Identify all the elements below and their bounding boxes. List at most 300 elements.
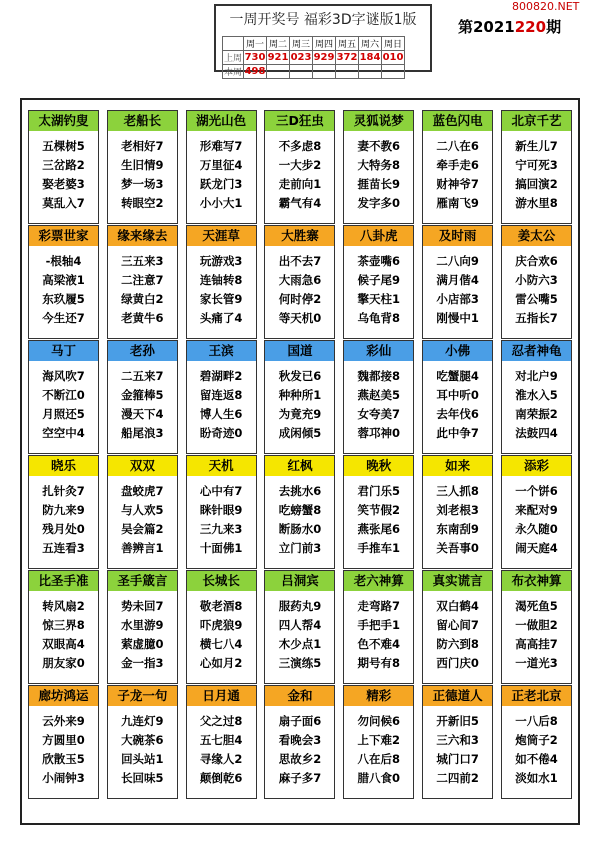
riddle-line: 空空中4 (42, 426, 85, 440)
card-lines (108, 476, 177, 558)
riddle-line: 淮水入5 (515, 388, 558, 402)
riddle-card (501, 570, 572, 684)
riddle-line: 二八向9 (436, 254, 479, 268)
riddle-line: 转眼空2 (121, 196, 164, 210)
riddle-line: 手把手1 (357, 618, 401, 632)
card-author: 老船长 (108, 111, 177, 131)
card-author: 比圣手准 (29, 571, 98, 591)
riddle-card (422, 685, 493, 799)
result-cell: 010 (382, 52, 404, 63)
card-author: 老六神算 (344, 571, 413, 591)
riddle-card (343, 455, 414, 569)
weekly-results-title: 一周开奖号 福彩3D字谜版1版 (229, 12, 417, 28)
corner-cell (223, 37, 244, 51)
riddle-card (28, 225, 99, 339)
riddle-line: 二八在6 (436, 139, 479, 153)
card-author: 正老北京 (502, 686, 571, 706)
riddle-line: 刘老根3 (436, 503, 479, 517)
riddle-line: 五指长7 (515, 311, 558, 325)
card-author: 精彩 (344, 686, 413, 706)
card-row (22, 570, 578, 684)
riddle-line: -根轴4 (45, 254, 82, 268)
riddle-line: 势未回7 (121, 599, 164, 613)
riddle-card (28, 685, 99, 799)
riddle-line: 关吾事0 (436, 541, 479, 555)
riddle-line: 炮筒子2 (515, 733, 558, 747)
card-author: 红枫 (265, 456, 334, 476)
card-lines (502, 361, 571, 443)
card-lines (29, 361, 98, 443)
riddle-line: 女夸美7 (357, 407, 401, 421)
card-lines (344, 361, 413, 443)
riddle-line: 为竟充9 (278, 407, 322, 421)
weekday-cell: 周一 (244, 37, 267, 51)
riddle-line: 二四前2 (436, 771, 479, 785)
riddle-line: 万里征4 (199, 158, 243, 172)
card-author: 国道 (265, 341, 334, 361)
card-author: 三D狂虫 (265, 111, 334, 131)
riddle-line: 蓉邛神0 (357, 426, 401, 440)
riddle-card (186, 110, 257, 224)
card-lines (108, 246, 177, 328)
riddle-card (107, 110, 178, 224)
riddle-line: 形难写7 (199, 139, 243, 153)
result-cell (382, 65, 405, 79)
riddle-card (422, 110, 493, 224)
card-author: 天涯草 (187, 226, 256, 246)
riddle-line: 眯针眼9 (199, 503, 243, 517)
riddle-card (422, 455, 493, 569)
riddle-line: 梦一场3 (121, 177, 164, 191)
card-author: 布衣神算 (502, 571, 571, 591)
riddle-line: 漫天下4 (121, 407, 164, 421)
riddle-line: 碧湖畔2 (199, 369, 243, 383)
result-cell: 929 (313, 52, 335, 63)
riddle-line: 小防六3 (515, 273, 558, 287)
riddle-card (107, 455, 178, 569)
riddle-card (501, 685, 572, 799)
riddle-line: 擎天柱1 (357, 292, 401, 306)
riddle-card (422, 340, 493, 454)
riddle-line: 高梁液1 (42, 273, 85, 287)
riddle-card (501, 340, 572, 454)
riddle-card (501, 110, 572, 224)
riddle-line: 金箍棒5 (121, 388, 164, 402)
riddle-line: 如不倦4 (515, 752, 558, 766)
site-watermark: 800820.NET (512, 0, 580, 13)
card-lines (187, 591, 256, 673)
riddle-line: 大雨急6 (278, 273, 322, 287)
riddle-line: 五连看3 (42, 541, 85, 555)
riddle-line: 吓虎狼9 (199, 618, 243, 632)
riddle-card (343, 685, 414, 799)
riddle-line: 二注意7 (121, 273, 164, 287)
riddle-line: 服药丸9 (278, 599, 322, 613)
riddle-line: 渴死鱼5 (515, 599, 558, 613)
card-lines (187, 361, 256, 443)
riddle-line: 一大步2 (278, 158, 322, 172)
card-lines (108, 591, 177, 673)
riddle-card (186, 455, 257, 569)
riddle-line: 刚慢中1 (436, 311, 479, 325)
card-lines (423, 246, 492, 328)
riddle-line: 君门乐5 (357, 484, 401, 498)
riddle-line: 手推车1 (357, 541, 401, 555)
card-author: 子龙一句 (108, 686, 177, 706)
riddle-line: 搞回演2 (515, 177, 558, 191)
riddle-line: 五棵树5 (42, 139, 85, 153)
card-author: 灵狐说梦 (344, 111, 413, 131)
card-lines (502, 131, 571, 213)
riddle-line: 惊三界8 (42, 618, 85, 632)
riddle-line: 盘蛟虎7 (121, 484, 164, 498)
riddle-card (343, 110, 414, 224)
card-author: 圣手箴言 (108, 571, 177, 591)
result-cell: 498 (244, 66, 266, 77)
riddle-line: 看晚会3 (278, 733, 322, 747)
riddle-line: 海风吹7 (42, 369, 85, 383)
riddle-line: 绿黄白2 (121, 292, 164, 306)
riddle-line: 笑节假2 (357, 503, 401, 517)
riddle-line: 断肠水0 (278, 522, 322, 536)
card-author: 彩仙 (344, 341, 413, 361)
riddle-line: 二五来7 (121, 369, 164, 383)
riddle-line: 南荣振2 (515, 407, 558, 421)
card-lines (344, 706, 413, 788)
card-author: 八卦虎 (344, 226, 413, 246)
card-author: 如来 (423, 456, 492, 476)
riddle-card (186, 225, 257, 339)
header (0, 0, 600, 80)
riddle-line: 小店部3 (436, 292, 479, 306)
last-week-row (223, 51, 405, 65)
riddle-line: 城门口7 (436, 752, 479, 766)
riddle-line: 金一指3 (121, 656, 164, 670)
card-lines (265, 131, 334, 213)
weekday-cell: 周四 (313, 37, 336, 51)
riddle-line: 老相好7 (121, 139, 164, 153)
card-author: 马丁 (29, 341, 98, 361)
card-lines (423, 361, 492, 443)
riddle-line: 东玖履5 (42, 292, 85, 306)
card-lines (29, 591, 98, 673)
card-row (22, 225, 578, 339)
riddle-line: 吃蟹腿4 (436, 369, 479, 383)
card-author: 正德道人 (423, 686, 492, 706)
card-author: 晓乐 (29, 456, 98, 476)
riddle-line: 善辨言1 (121, 541, 164, 555)
riddle-line: 欣散玉5 (42, 752, 85, 766)
riddle-line: 永久随0 (515, 522, 558, 536)
this-week-row (223, 65, 405, 79)
riddle-line: 心中有7 (199, 484, 243, 498)
card-author: 晚秋 (344, 456, 413, 476)
riddle-line: 四人帮4 (278, 618, 322, 632)
riddle-line: 回头站1 (121, 752, 164, 766)
riddle-line: 一做胆2 (515, 618, 558, 632)
card-lines (502, 246, 571, 328)
riddle-card (422, 225, 493, 339)
riddle-line: 生旧情9 (121, 158, 164, 172)
riddle-line: 敬老酒8 (199, 599, 243, 613)
card-author: 双双 (108, 456, 177, 476)
riddle-line: 吃螃蟹8 (278, 503, 322, 517)
card-author: 金和 (265, 686, 334, 706)
riddle-line: 新生儿7 (515, 139, 558, 153)
issue-box (438, 4, 588, 72)
riddle-line: 三岔路2 (42, 158, 85, 172)
riddle-line: 捱苗长9 (357, 177, 401, 191)
riddle-line: 颠倒乾6 (199, 771, 243, 785)
riddle-line: 来配对9 (515, 503, 558, 517)
result-cell: 372 (336, 52, 358, 63)
card-lines (108, 361, 177, 443)
riddle-line: 一个饼6 (515, 484, 558, 498)
riddle-line: 朋友家0 (42, 656, 85, 670)
riddle-line: 三五来3 (121, 254, 164, 268)
riddle-card (107, 685, 178, 799)
riddle-line: 今生还7 (42, 311, 85, 325)
card-author: 小佛 (423, 341, 492, 361)
riddle-line: 牵手走6 (436, 158, 479, 172)
card-author: 太湖钓叟 (29, 111, 98, 131)
riddle-card (343, 340, 414, 454)
card-lines (265, 246, 334, 328)
riddle-line: 小闹钟3 (42, 771, 85, 785)
card-lines (187, 131, 256, 213)
riddle-line: 东南刮9 (436, 522, 479, 536)
card-lines (502, 706, 571, 788)
riddle-line: 方圆里0 (42, 733, 85, 747)
card-row (22, 685, 578, 799)
result-cell: 921 (267, 52, 289, 63)
result-cell: 730 (244, 52, 266, 63)
riddle-card (107, 340, 178, 454)
riddle-line: 不断江0 (42, 388, 85, 402)
riddle-line: 耳中听0 (436, 388, 479, 402)
issue-suffix: 期 (546, 18, 562, 36)
card-lines (108, 706, 177, 788)
weekday-cell: 周日 (382, 37, 405, 51)
issue-number: 220 (514, 18, 547, 36)
result-cell (313, 65, 336, 79)
riddle-line: 开新旧5 (436, 714, 479, 728)
riddle-line: 燕赵美5 (357, 388, 401, 402)
riddle-card (28, 110, 99, 224)
card-lines (423, 706, 492, 788)
card-lines (29, 246, 98, 328)
riddle-line: 心如月2 (199, 656, 243, 670)
riddle-grid (20, 98, 580, 825)
card-lines (344, 476, 413, 558)
riddle-line: 立门前3 (278, 541, 322, 555)
card-lines (265, 361, 334, 443)
riddle-card (186, 340, 257, 454)
riddle-line: 闹天庭4 (515, 541, 558, 555)
riddle-line: 一道光3 (515, 656, 558, 670)
riddle-line: 双眼高4 (42, 637, 85, 651)
riddle-line: 不多虑8 (278, 139, 322, 153)
riddle-line: 走弯路7 (357, 599, 401, 613)
riddle-card (107, 570, 178, 684)
riddle-line: 与人欢5 (121, 503, 164, 517)
card-row (22, 110, 578, 224)
riddle-line: 勿问候6 (357, 714, 401, 728)
issue-label (458, 16, 561, 37)
card-lines (423, 131, 492, 213)
riddle-card (28, 455, 99, 569)
riddle-line: 霸气有4 (278, 196, 322, 210)
riddle-line: 莫乱入7 (42, 196, 85, 210)
riddle-line: 发字多0 (357, 196, 401, 210)
riddle-line: 月照还5 (42, 407, 85, 421)
riddle-line: 魏都接8 (357, 369, 401, 383)
riddle-line: 九连灯9 (121, 714, 164, 728)
card-author: 老孙 (108, 341, 177, 361)
riddle-line: 防六到8 (436, 637, 479, 651)
riddle-line: 法鼓四4 (515, 426, 558, 440)
card-author: 忍者神龟 (502, 341, 571, 361)
card-lines (265, 476, 334, 558)
card-lines (29, 131, 98, 213)
card-author: 及时雨 (423, 226, 492, 246)
riddle-line: 扎针灸7 (42, 484, 85, 498)
card-lines (344, 246, 413, 328)
riddle-line: 留心间7 (436, 618, 479, 632)
card-lines (502, 591, 571, 673)
riddle-line: 残月处0 (42, 522, 85, 536)
riddle-card (28, 340, 99, 454)
riddle-line: 此中争7 (436, 426, 479, 440)
riddle-card (264, 570, 335, 684)
riddle-line: 十面佛1 (199, 541, 243, 555)
riddle-line: 腊八食0 (357, 771, 401, 785)
riddle-line: 西门庆0 (436, 656, 479, 670)
riddle-line: 庆合欢6 (515, 254, 558, 268)
weekday-cell: 周五 (336, 37, 359, 51)
row-label: 上周 (223, 51, 244, 65)
card-lines (187, 246, 256, 328)
riddle-line: 转风扇2 (42, 599, 85, 613)
riddle-line: 连铀转8 (199, 273, 243, 287)
riddle-line: 思故乡2 (278, 752, 322, 766)
riddle-card (422, 570, 493, 684)
riddle-line: 去年伐6 (436, 407, 479, 421)
riddle-line: 家长管9 (199, 292, 243, 306)
result-cell: 184 (359, 52, 381, 63)
riddle-line: 种种所1 (278, 388, 322, 402)
riddle-line: 淡如水1 (515, 771, 558, 785)
riddle-card (501, 225, 572, 339)
riddle-card (186, 685, 257, 799)
riddle-line: 大特务8 (357, 158, 401, 172)
weekly-results-box (214, 4, 432, 78)
riddle-line: 茶壶嘴6 (357, 254, 401, 268)
riddle-card (264, 110, 335, 224)
result-cell (267, 65, 290, 79)
card-row (22, 455, 578, 569)
riddle-line: 雷公嘴5 (515, 292, 558, 306)
riddle-line: 木少点1 (278, 637, 322, 651)
riddle-line: 吴会篇2 (121, 522, 164, 536)
riddle-line: 盼奇迹0 (199, 426, 243, 440)
card-lines (29, 706, 98, 788)
weekday-row (223, 37, 405, 51)
riddle-line: 父之过8 (199, 714, 243, 728)
card-author: 姜太公 (502, 226, 571, 246)
riddle-line: 对北户9 (515, 369, 558, 383)
card-lines (265, 706, 334, 788)
card-author: 王滨 (187, 341, 256, 361)
riddle-card (264, 455, 335, 569)
weekday-cell: 周二 (267, 37, 290, 51)
riddle-line: 乌龟背8 (357, 311, 401, 325)
riddle-line: 麻子多7 (278, 771, 322, 785)
riddle-line: 头痛了4 (199, 311, 243, 325)
riddle-card (264, 340, 335, 454)
result-cell (359, 65, 382, 79)
riddle-line: 船尾浪3 (121, 426, 164, 440)
riddle-line: 燕张尾6 (357, 522, 401, 536)
riddle-line: 满月偕4 (436, 273, 479, 287)
riddle-line: 一八后8 (515, 714, 558, 728)
riddle-line: 横七八4 (199, 637, 243, 651)
card-lines (423, 591, 492, 673)
riddle-line: 八在后8 (357, 752, 401, 766)
riddle-line: 跃龙门3 (199, 177, 243, 191)
riddle-card (264, 685, 335, 799)
riddle-line: 老黄牛6 (121, 311, 164, 325)
riddle-line: 雁南飞9 (436, 196, 479, 210)
riddle-line: 上下难2 (357, 733, 401, 747)
card-lines (423, 476, 492, 558)
card-author: 吕洞宾 (265, 571, 334, 591)
riddle-line: 小小大1 (199, 196, 243, 210)
riddle-line: 双白鹤4 (436, 599, 479, 613)
row-label: 本周 (223, 65, 244, 79)
card-author: 缘来缘去 (108, 226, 177, 246)
result-cell (336, 65, 359, 79)
riddle-line: 扇子面6 (278, 714, 322, 728)
card-lines (187, 476, 256, 558)
weekday-cell: 周六 (359, 37, 382, 51)
riddle-line: 成闲倾5 (278, 426, 322, 440)
card-lines (187, 706, 256, 788)
card-lines (29, 476, 98, 558)
riddle-line: 走前向1 (278, 177, 322, 191)
riddle-line: 候子尾9 (357, 273, 401, 287)
riddle-line: 五七胆4 (199, 733, 243, 747)
riddle-line: 三演练5 (278, 656, 322, 670)
riddle-line: 出不去7 (278, 254, 322, 268)
card-lines (344, 131, 413, 213)
riddle-line: 大碗茶6 (121, 733, 164, 747)
riddle-line: 游水里8 (515, 196, 558, 210)
riddle-line: 玩游戏3 (199, 254, 243, 268)
card-author: 蓝色闪电 (423, 111, 492, 131)
result-cell: 023 (290, 52, 312, 63)
riddle-card (28, 570, 99, 684)
card-author: 北京千艺 (502, 111, 571, 131)
riddle-line: 妻不教6 (357, 139, 401, 153)
riddle-line: 高高挂7 (515, 637, 558, 651)
riddle-card (501, 455, 572, 569)
riddle-line: 云外来9 (42, 714, 85, 728)
riddle-line: 去挑水6 (278, 484, 322, 498)
riddle-line: 留连返8 (199, 388, 243, 402)
card-lines (502, 476, 571, 558)
card-author: 大胜寨 (265, 226, 334, 246)
